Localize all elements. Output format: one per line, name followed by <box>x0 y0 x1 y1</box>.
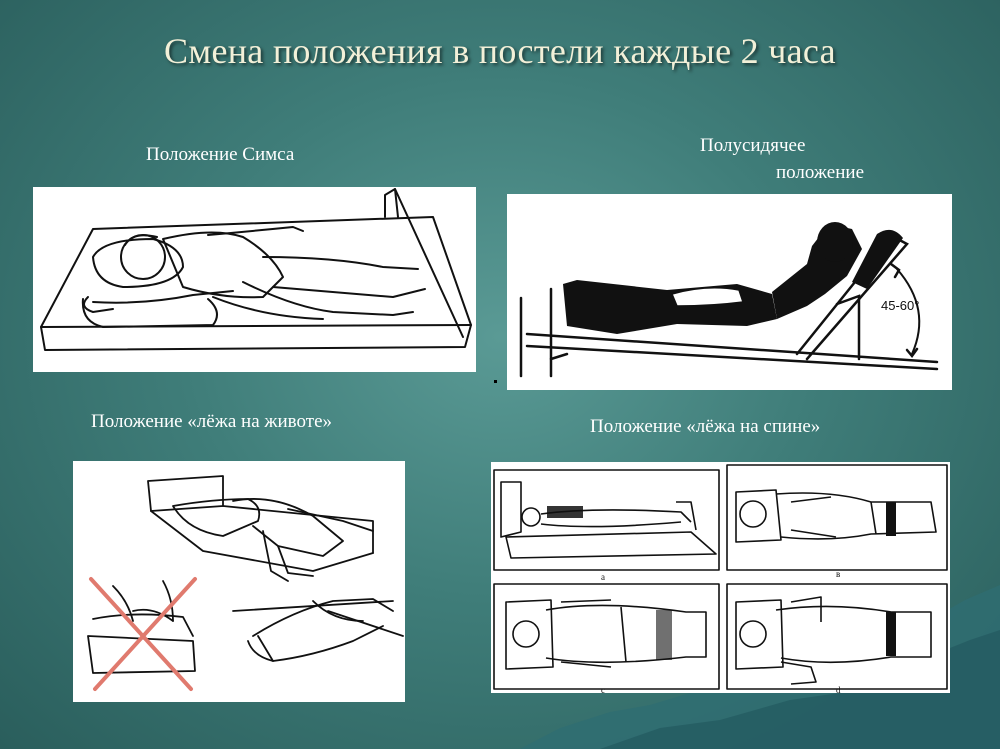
sims-position-drawing <box>33 187 476 372</box>
caption-semi-sitting-line2: положение <box>776 162 865 183</box>
supine-position-drawing <box>491 462 950 693</box>
panel-prone-illustration <box>73 461 405 702</box>
sub-label-d: d <box>836 685 841 693</box>
stray-dot <box>494 380 497 383</box>
angle-label: 45-60° <box>881 298 920 313</box>
caption-semi-sitting-line1: Полусидячее <box>700 135 806 156</box>
panel-supine-illustration <box>491 462 950 693</box>
caption-supine: Положение «лёжа на спине» <box>590 416 821 437</box>
semi-sitting-drawing <box>507 194 952 390</box>
sub-label-b: в <box>836 569 841 579</box>
sub-label-c: с <box>601 685 605 693</box>
slide-title: Смена положения в постели каждые 2 часа <box>164 31 836 71</box>
prone-position-drawing <box>73 461 405 702</box>
panel-sims-illustration <box>33 187 476 372</box>
panel-semi-sitting-illustration <box>507 194 952 390</box>
sub-label-a: а <box>601 572 605 582</box>
caption-sims: Положение Симса <box>146 144 295 165</box>
caption-prone: Положение «лёжа на животе» <box>91 411 333 432</box>
